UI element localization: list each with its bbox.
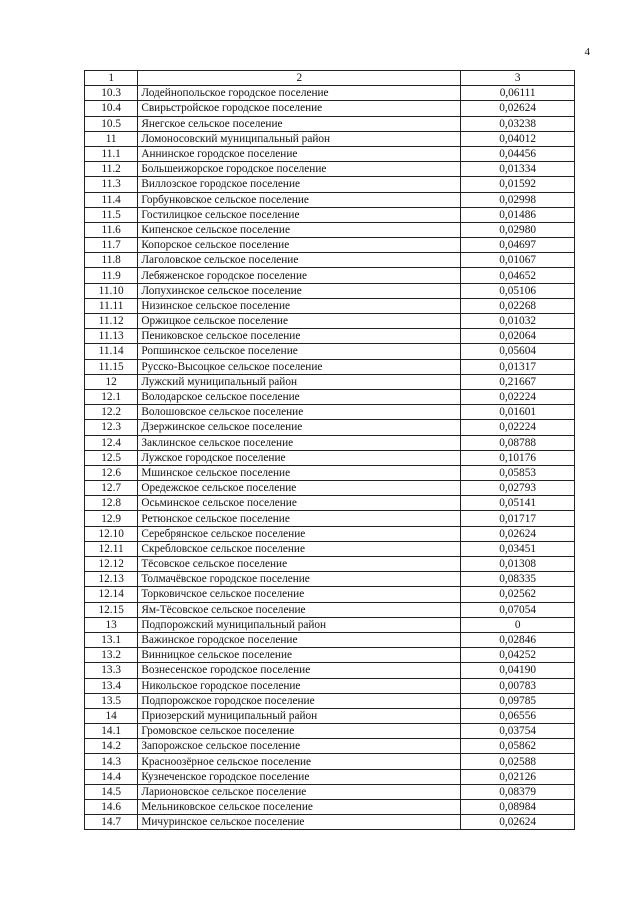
column-header-3: 3 <box>461 71 575 86</box>
row-number-cell: 14.4 <box>85 769 138 784</box>
row-name-cell: Осьминское сельское поселение <box>138 496 461 511</box>
row-number-cell: 10.5 <box>85 116 138 131</box>
row-value-cell: 0,09785 <box>461 693 575 708</box>
row-value-cell: 0,21667 <box>461 374 575 389</box>
row-name-cell: Русско-Высоцкое сельское поселение <box>138 359 461 374</box>
row-value-cell: 0,08788 <box>461 435 575 450</box>
table-row <box>85 435 575 450</box>
row-name-cell: Ломоносовский муниципальный район <box>138 131 461 146</box>
table-row <box>85 541 575 556</box>
row-number-cell: 12.6 <box>85 465 138 480</box>
row-number-cell: 11.3 <box>85 177 138 192</box>
table-body <box>85 71 575 830</box>
row-number-cell: 11.10 <box>85 283 138 298</box>
table-row <box>85 207 575 222</box>
row-value-cell: 0,02268 <box>461 298 575 313</box>
row-value-cell: 0,05862 <box>461 739 575 754</box>
row-name-cell: Гостилицкое сельское поселение <box>138 207 461 222</box>
row-value-cell: 0,08984 <box>461 800 575 815</box>
row-number-cell: 14.6 <box>85 800 138 815</box>
row-value-cell: 0,01486 <box>461 207 575 222</box>
row-number-cell: 14.1 <box>85 724 138 739</box>
row-number-cell: 10.3 <box>85 86 138 101</box>
row-number-cell: 14 <box>85 708 138 723</box>
table-row <box>85 131 575 146</box>
row-value-cell: 0,01717 <box>461 511 575 526</box>
row-number-cell: 12.11 <box>85 541 138 556</box>
row-value-cell: 0,07054 <box>461 602 575 617</box>
row-name-cell: Ларионовское сельское поселение <box>138 784 461 799</box>
table-row <box>85 268 575 283</box>
table-row <box>85 724 575 739</box>
row-value-cell: 0,02624 <box>461 815 575 830</box>
row-name-cell: Лужское городское поселение <box>138 450 461 465</box>
row-name-cell: Копорское сельское поселение <box>138 238 461 253</box>
table-header-row <box>85 71 575 86</box>
row-name-cell: Подпорожское городское поселение <box>138 693 461 708</box>
row-number-cell: 12.2 <box>85 405 138 420</box>
column-header-2: 2 <box>138 71 461 86</box>
row-value-cell: 0,02064 <box>461 329 575 344</box>
column-header-1: 1 <box>85 71 138 86</box>
page-number: 4 <box>584 46 590 58</box>
table-row <box>85 663 575 678</box>
row-value-cell: 0,05604 <box>461 344 575 359</box>
row-value-cell: 0,04252 <box>461 648 575 663</box>
row-number-cell: 13.2 <box>85 648 138 663</box>
row-name-cell: Дзержинское сельское поселение <box>138 420 461 435</box>
row-value-cell: 0,04012 <box>461 131 575 146</box>
row-number-cell: 14.3 <box>85 754 138 769</box>
row-value-cell: 0,03238 <box>461 116 575 131</box>
row-value-cell: 0,04697 <box>461 238 575 253</box>
table-row <box>85 359 575 374</box>
row-value-cell: 0,01601 <box>461 405 575 420</box>
row-name-cell: Волошовское сельское поселение <box>138 405 461 420</box>
row-value-cell: 0 <box>461 617 575 632</box>
table-row <box>85 420 575 435</box>
row-value-cell: 0,01032 <box>461 314 575 329</box>
table-row <box>85 162 575 177</box>
row-name-cell: Запорожское сельское поселение <box>138 739 461 754</box>
row-name-cell: Низинское сельское поселение <box>138 298 461 313</box>
row-number-cell: 12.13 <box>85 572 138 587</box>
row-name-cell: Винницкое сельское поселение <box>138 648 461 663</box>
table-row <box>85 587 575 602</box>
row-name-cell: Подпорожский муниципальный район <box>138 617 461 632</box>
row-number-cell: 12.10 <box>85 526 138 541</box>
row-name-cell: Мельниковское сельское поселение <box>138 800 461 815</box>
table-row <box>85 496 575 511</box>
table-row <box>85 678 575 693</box>
row-name-cell: Мшинское сельское поселение <box>138 465 461 480</box>
row-number-cell: 11.4 <box>85 192 138 207</box>
row-name-cell: Серебрянское сельское поселение <box>138 526 461 541</box>
row-value-cell: 0,01592 <box>461 177 575 192</box>
row-number-cell: 11.13 <box>85 329 138 344</box>
row-number-cell: 13.4 <box>85 678 138 693</box>
row-number-cell: 12.1 <box>85 389 138 404</box>
table-row <box>85 192 575 207</box>
row-number-cell: 12 <box>85 374 138 389</box>
row-name-cell: Ретюнское сельское поселение <box>138 511 461 526</box>
table-row <box>85 617 575 632</box>
row-number-cell: 13 <box>85 617 138 632</box>
row-number-cell: 11.2 <box>85 162 138 177</box>
row-value-cell: 0,02562 <box>461 587 575 602</box>
row-value-cell: 0,02126 <box>461 769 575 784</box>
row-value-cell: 0,10176 <box>461 450 575 465</box>
row-name-cell: Горбунковское сельское поселение <box>138 192 461 207</box>
table-row <box>85 632 575 647</box>
row-value-cell: 0,04190 <box>461 663 575 678</box>
data-table <box>84 70 575 830</box>
row-name-cell: Пениковское сельское поселение <box>138 329 461 344</box>
row-name-cell: Скребловское сельское поселение <box>138 541 461 556</box>
row-number-cell: 11.6 <box>85 222 138 237</box>
row-value-cell: 0,08379 <box>461 784 575 799</box>
row-name-cell: Торковичское сельское поселение <box>138 587 461 602</box>
row-number-cell: 14.7 <box>85 815 138 830</box>
table-row <box>85 481 575 496</box>
table-row <box>85 238 575 253</box>
row-value-cell: 0,01308 <box>461 557 575 572</box>
table-row <box>85 800 575 815</box>
table-row <box>85 222 575 237</box>
table-row <box>85 465 575 480</box>
row-number-cell: 14.5 <box>85 784 138 799</box>
row-number-cell: 11.9 <box>85 268 138 283</box>
row-name-cell: Толмачёвское городское поселение <box>138 572 461 587</box>
row-number-cell: 11.1 <box>85 146 138 161</box>
row-value-cell: 0,01317 <box>461 359 575 374</box>
row-number-cell: 12.15 <box>85 602 138 617</box>
row-number-cell: 12.8 <box>85 496 138 511</box>
row-name-cell: Громовское сельское поселение <box>138 724 461 739</box>
row-number-cell: 11.8 <box>85 253 138 268</box>
table-row <box>85 769 575 784</box>
row-value-cell: 0,02224 <box>461 420 575 435</box>
row-number-cell: 13.3 <box>85 663 138 678</box>
row-name-cell: Лужский муниципальный район <box>138 374 461 389</box>
row-name-cell: Оредежское сельское поселение <box>138 481 461 496</box>
row-number-cell: 11.11 <box>85 298 138 313</box>
table-row <box>85 298 575 313</box>
row-value-cell: 0,05853 <box>461 465 575 480</box>
row-name-cell: Ям-Тёсовское сельское поселение <box>138 602 461 617</box>
row-value-cell: 0,02624 <box>461 101 575 116</box>
table-row <box>85 146 575 161</box>
row-name-cell: Лаголовское сельское поселение <box>138 253 461 268</box>
table-row <box>85 116 575 131</box>
row-number-cell: 11.12 <box>85 314 138 329</box>
table-row <box>85 572 575 587</box>
row-name-cell: Оржицкое сельское поселение <box>138 314 461 329</box>
row-value-cell: 0,05106 <box>461 283 575 298</box>
row-value-cell: 0,02588 <box>461 754 575 769</box>
row-number-cell: 11.7 <box>85 238 138 253</box>
row-value-cell: 0,01067 <box>461 253 575 268</box>
table-row <box>85 86 575 101</box>
row-name-cell: Никольское городское поселение <box>138 678 461 693</box>
row-name-cell: Вознесенское городское поселение <box>138 663 461 678</box>
row-name-cell: Володарское сельское поселение <box>138 389 461 404</box>
row-name-cell: Большеижорское городское поселение <box>138 162 461 177</box>
row-number-cell: 12.4 <box>85 435 138 450</box>
row-number-cell: 11.5 <box>85 207 138 222</box>
table-row <box>85 177 575 192</box>
row-value-cell: 0,06556 <box>461 708 575 723</box>
table-row <box>85 708 575 723</box>
row-value-cell: 0,06111 <box>461 86 575 101</box>
table-row <box>85 405 575 420</box>
table-row <box>85 784 575 799</box>
row-name-cell: Лодейнопольское городское поселение <box>138 86 461 101</box>
table-row <box>85 253 575 268</box>
row-value-cell: 0,04652 <box>461 268 575 283</box>
row-value-cell: 0,05141 <box>461 496 575 511</box>
row-number-cell: 11.15 <box>85 359 138 374</box>
row-value-cell: 0,03451 <box>461 541 575 556</box>
row-name-cell: Заклинское сельское поселение <box>138 435 461 450</box>
table-row <box>85 314 575 329</box>
row-name-cell: Аннинское городское поселение <box>138 146 461 161</box>
table-row <box>85 602 575 617</box>
row-number-cell: 12.5 <box>85 450 138 465</box>
row-number-cell: 13.1 <box>85 632 138 647</box>
row-value-cell: 0,01334 <box>461 162 575 177</box>
row-number-cell: 10.4 <box>85 101 138 116</box>
row-value-cell: 0,02998 <box>461 192 575 207</box>
row-number-cell: 12.12 <box>85 557 138 572</box>
row-value-cell: 0,03754 <box>461 724 575 739</box>
row-name-cell: Кузнеченское городское поселение <box>138 769 461 784</box>
row-number-cell: 12.14 <box>85 587 138 602</box>
row-value-cell: 0,00783 <box>461 678 575 693</box>
row-number-cell: 14.2 <box>85 739 138 754</box>
table-row <box>85 374 575 389</box>
table-row <box>85 815 575 830</box>
row-name-cell: Мичуринское сельское поселение <box>138 815 461 830</box>
table-row <box>85 511 575 526</box>
row-name-cell: Тёсовское сельское поселение <box>138 557 461 572</box>
row-name-cell: Свирьстройское городское поселение <box>138 101 461 116</box>
row-value-cell: 0,04456 <box>461 146 575 161</box>
row-number-cell: 12.3 <box>85 420 138 435</box>
row-name-cell: Лопухинское сельское поселение <box>138 283 461 298</box>
table-row <box>85 329 575 344</box>
row-number-cell: 11 <box>85 131 138 146</box>
row-number-cell: 12.7 <box>85 481 138 496</box>
row-value-cell: 0,02224 <box>461 389 575 404</box>
row-value-cell: 0,02846 <box>461 632 575 647</box>
table-row <box>85 344 575 359</box>
row-name-cell: Ропшинское сельское поселение <box>138 344 461 359</box>
row-name-cell: Лебяженское городское поселение <box>138 268 461 283</box>
table-row <box>85 389 575 404</box>
table-row <box>85 283 575 298</box>
row-value-cell: 0,02624 <box>461 526 575 541</box>
row-name-cell: Виллозское городское поселение <box>138 177 461 192</box>
row-name-cell: Кипенское сельское поселение <box>138 222 461 237</box>
row-value-cell: 0,02793 <box>461 481 575 496</box>
table-row <box>85 693 575 708</box>
row-number-cell: 13.5 <box>85 693 138 708</box>
table-row <box>85 101 575 116</box>
row-value-cell: 0,02980 <box>461 222 575 237</box>
table-row <box>85 557 575 572</box>
table-row <box>85 648 575 663</box>
row-name-cell: Красноозёрное сельское поселение <box>138 754 461 769</box>
row-name-cell: Приозерский муниципальный район <box>138 708 461 723</box>
table-row <box>85 739 575 754</box>
row-name-cell: Важинское городское поселение <box>138 632 461 647</box>
table-row <box>85 754 575 769</box>
row-value-cell: 0,08335 <box>461 572 575 587</box>
table-row <box>85 526 575 541</box>
row-number-cell: 12.9 <box>85 511 138 526</box>
table-row <box>85 450 575 465</box>
row-name-cell: Янегское сельское поселение <box>138 116 461 131</box>
row-number-cell: 11.14 <box>85 344 138 359</box>
